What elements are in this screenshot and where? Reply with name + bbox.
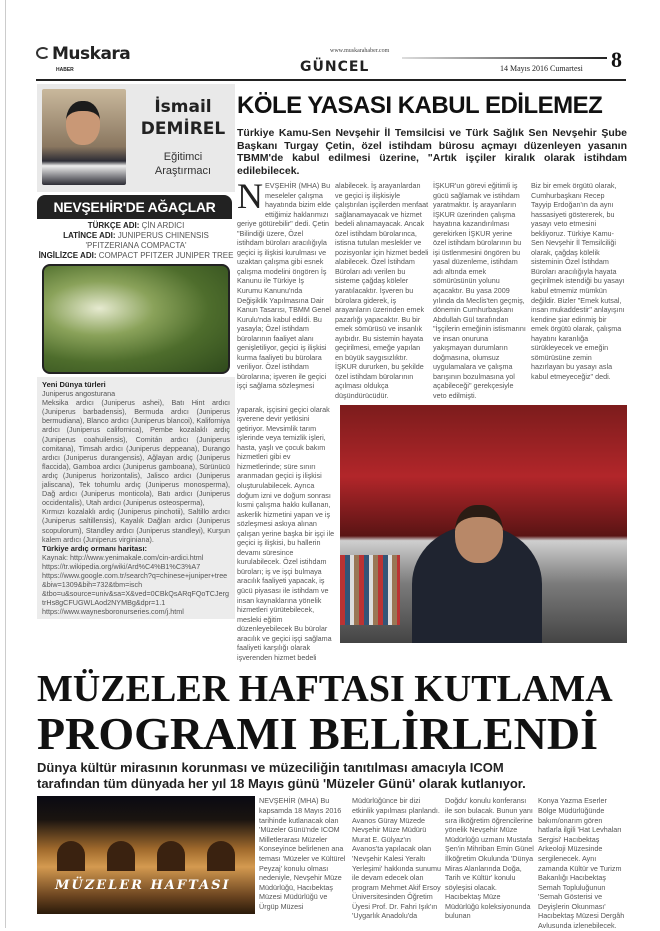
logo-text: Muskara xyxy=(52,44,131,64)
header-rule xyxy=(36,79,626,81)
columnist-column xyxy=(37,84,235,662)
author-photo xyxy=(42,89,126,185)
species-heading: Yeni Dünya türleri xyxy=(42,380,106,389)
source-links xyxy=(42,553,230,617)
muskara-logo xyxy=(36,46,136,76)
article-column-3: İŞKUR'un görevi eğitimli iş gücü sağlamak ve istihdam yaratmaktır. İş arayanların İŞKUR üzerinden çalışma hayatına kazandırılması gerekirken İŞKUR yerine özel istihdam bürolarının bu işi üstlenmesini öngören bu yasal düzenleme, istihdam adı altında emek sömürüsünün yolunu açacaktır. Bu yasa 2009 yılında da Meclis'ten geçmiş, dönemin Cumhurbaşkanı Abdullah Gül tarafından "İşçilerin emeğinin istismarını ve insan onuruna yakışmayan durumların doğmasına, olumsuz uygulamalara ve çalışma barışının bozulmasına yol açabileceği" gerekçesiyle veto edilmişti. xyxy=(433,181,526,401)
article-1 xyxy=(237,84,627,662)
column-title: NEVŞEHİR'DE AĞAÇLAR xyxy=(37,195,232,219)
museum-headline-line-2: PROGRAMI BELİRLENDİ xyxy=(37,708,599,760)
issue-date: 14 Mayıs 2016 Cumartesi xyxy=(500,64,583,73)
author-role-1: Eğitimci xyxy=(163,151,203,163)
info-label: İNGİLİZCE ADI: xyxy=(38,251,97,260)
turgay-cetin-photo xyxy=(340,405,627,643)
author-role xyxy=(135,150,231,178)
museum-body xyxy=(37,796,627,930)
author-first-name: İsmail xyxy=(154,97,212,117)
logo-swirl-icon xyxy=(36,47,50,59)
museum-subhead xyxy=(37,760,627,792)
article-subhead: Türkiye Kamu-Sen Nevşehir İl Temsilcisi ve Türk Sağlık Sen Nevşehir Şube Başkanı Turgay Çetin, özel istihdam bürosu açmayı düzenleyen yasanın TBMM'de kabul edilmesi üzerine, "Artık işçiler kiralık olarak istihdam edilebilecek. xyxy=(237,127,627,177)
species-first: Juniperus angosturana xyxy=(42,389,116,399)
species-list: Meksika ardıcı (Juniperus ashei), Batı Hint ardıcı (Juniperus barbadensis), Bermuda ardıcı (Juniperus bermudiana), Blanco ardıcı (Juniperus blancoi), Kaliforniya ardıcı (Juniperus californica), Pembe kozalaklı ardıç (Juniperus coahuilensis), Comitán ardıcı (Juniperus comitana), Timsah ardıcı (Juniperus deppeana), Durango ardıcı (Juniperus durangensis), Ağlayan ardıç (Juniperus flaccida), Gamboa ardıcı (Juniperus gamboana), Sürünücü ardıç (Juniperus horizontalis), Jalisco ardıcı (Juniperus jaliscana), Tek tohumlu ardıç (Juniperus monosperma), Dağ ardıcı (Juniperus monticola), Batı ardıcı (Juniperus occidentalis), Utah ardıcı (Juniperus osteosperma), xyxy=(42,398,230,508)
info-value: ÇİN ARDICI xyxy=(141,221,185,230)
page-body xyxy=(37,84,627,931)
info-label: LATİNCE ADI: xyxy=(63,231,116,240)
article-2 xyxy=(37,668,627,930)
source-link[interactable]: https://www.waynesboronurseries.com/j.html xyxy=(42,607,184,617)
page-number: 8 xyxy=(611,47,622,72)
article-headline: KÖLE YASASI KABUL EDİLEMEZ xyxy=(237,92,603,119)
species-text xyxy=(37,377,235,619)
website-url: www.muskarahaber.com xyxy=(330,48,390,54)
source-link[interactable]: Kaynak: http://www.yenimakale.com/cin-ardici.html xyxy=(42,552,204,562)
source-link[interactable]: https://www.google.com.tr/search?q=chinese+juniper+tree&biw=1309&bih=732&tbm=isch xyxy=(42,570,228,590)
museum-headline-line-1: MÜZELER HAFTASI KUTLAMA xyxy=(37,668,613,711)
page-edge xyxy=(5,0,6,928)
section-name: GÜNCEL xyxy=(300,59,370,75)
source-link[interactable]: &tbo=u&source=univ&sa=X&ved=0CBkQsARqFQoTCJergtrHs8gCFUGWLAod2NYMBg&dpr=1.1 xyxy=(42,589,229,608)
author-role-2: Araştırmacı xyxy=(154,165,212,177)
museum-photo xyxy=(37,796,255,914)
species-list-2: Kırmızı kozalaklı ardıç (Juniperus pinchotii), Saltillo ardıcı (Juniperus saltillensis), Kayalık Dağları ardıcı (Juniperus scopulorum), Standley ardıcı (Juniperus standleyi), Kurşun kalem ardıcı (Juniperus virginiana). xyxy=(42,507,230,544)
juniper-tree-photo xyxy=(42,264,230,374)
article-column-1-continued: yaparak, işçisini geçici olarak işverene devir yetkisini getiriyor. Mevsimlik tarım işlerinde veya temizlik işleri, hasta, yaşlı ve çocuk bakım hizmetleri gibi ev hizmetlerinde; süre sınırı aranmadan geçici iş ilişkisi oluşturulabilecek. Ayrıca doğum izni ve doğum sonrası kısmi çalışma hakkı kullanan, askerlik hizmetini yapan ve iş sözleşmesi askıya alınan çalışan yerine başka bir işçi ile geçici iş ilişkisi, bu hallerin devamı süresince kurulabilecek. Özel istihdam büroları; iş ve işçi bulmaya aracılık faaliyeti yapacak, iş gücü piyasası ile istihdam ve insan kaynaklarına yönelik hizmetleri yürütebilecek, mesleki eğitim düzenleyebilecek Bu bürolar aracılık ve geçici işçi sağlama faaliyeti karşılığı olarak işverenden hizmet bedeli xyxy=(237,404,335,662)
column-text: EVŞEHİR (MHA) Bu meseleler çalışma hayatında bizim elde ettiğimiz haklarımızı geriye götürebilir" dedi. Çetin "Bilindiği üzere, Özel istihdam büroları aracılığıyla geçici iş ilişkisi kurulması ve uzaktan çalışma gibi esnek çalışma modelini öngören İş Kanunu ile Türkiye İş Kurumu Kanunu'nda Değişiklik Yapılmasına Dair Kanun Tasarısı, TBMM Genel Kurulu'nda kabul edildi. Bu yasayla; Özel istihdam bürolarının faaliyet alanı genişletiliyor, geçici iş ilişkisi kurma faaliyeti bu bürolara veriliyor. Özel istihdam bürolarına; işveren ile geçici işçi sağlama sözleşmesi xyxy=(237,181,332,391)
header-line xyxy=(402,57,607,59)
info-value: COMPACT PFITZER JUNIPER TREE xyxy=(98,251,234,260)
article-column-2: alabilecek. İş arayanlardan ve geçici iş ilişkisiyle çalıştırılan işçilerden menfaat sağlanamayacak ve hizmet bedeli alınamayacak. Ancak özel istihdam bürolarınca, istisna tutulan meslekler ve pozisyonlar için hizmet bedeli alabilecek. Özel İstihdam Büroları adı verilen bu sisteme çağdaş köleler yaratılacaktır. İşveren bu bürolara giderek, iş arayanların üzerinden emek pazarlığı yapacaktır. Bu bir emek sömürüsü ve insanlık ayıbıdır. Bu sistemin hayata geçirilmesi, emeğe yapılan en büyük saygısızlıktır. İŞKUR dururken, bu şekilde özel istihdam bürolarının açılması oldukça düşündürücüdür. xyxy=(335,181,429,401)
museum-column-4: Konya Yazma Eserler Bölge Müdürlüğünde bakım/onarım gören hatlarla ilgili 'Hat Levhaları Sergisi' Hacıbektaş Arkeoloji Müzesinde sergilenecek. Aynı zamanda Kültür ve Turizm Bakanlığı Hacıbektaş Semah Topluluğunun 'Semah Gösterisi ve Deyişlerin Okunması' Hacıbektaş Müzesi Dergâh Avlusunda izlenebilecek. xyxy=(538,796,625,931)
article-column-4: Biz bir emek örgütü olarak, Cumhurbaşkanı Recep Tayyip Erdoğan'ın da aynı hassasiyeti göstererek, bu yasayı veto etmesini bekliyoruz. Türkiye Kamu-Sen Nevşehir İl Temsilciliği olarak, çağdaş kölelik sisteminin Özel İstihdam Büroları aracılığıyla hayata geçirilmek istendiği bu yasayı kabul etmemiz mümkün değildir. Bizler "Emek kutsal, insan mukaddestir" anlayışını kendine şiar edinmiş bir emek örgütü olarak, çalışma hayatını karanlığa sürükleyecek ve emeğin sömürüsüne zemin hazırlayan bu yasayı asla kabul etmeyeceğiz" dedi. xyxy=(531,181,625,381)
museum-column-3: Doğdu' konulu konferansı ile son bulacak. Bunun yanı sıra ilköğretim öğrencilerine yönelik Nevşehir Müze Müdürlüğü uzmanı Mustafa Şen'in Mihriban Emin Günel İlköğretim Okulunda 'Dünya Miras Alanlarında Doğa, Tarih ve Kültür' konulu söyleşisi olacak. Hacıbektaş Müze Müdürlüğü koleksiyonunda bulunan xyxy=(445,796,534,921)
museum-column-2: Müdürlüğünce bir dizi etkinlik yapılması planlandı. Avanos Güray Müzede Nevşehir Müze Müdürü Murat E. Gülyaz'ın Avanos'ta yapılacak olan 'Nevşehir Kalesi Yeraltı Yerleşimi' hakkında sunumu ile devam edecek olan program Mehmet Akif Ersoy Üniversitesinden Öğretim Üyesi Prof. Dr. Fahri Işık'ın 'Uygarlık Anadolu'da xyxy=(352,796,442,921)
info-value: JUNIPERUS CHINENSIS 'PFITZERIANA COMPACTA' xyxy=(85,231,209,250)
author-name xyxy=(135,96,231,140)
article-columns xyxy=(237,176,627,401)
article-column-1 xyxy=(237,176,332,401)
info-label: TÜRKÇE ADI: xyxy=(87,221,140,230)
subhead-line: tarafından tüm dünyada her yıl 18 Mayıs günü 'Müzeler Günü' olarak kutlanıyor. xyxy=(37,776,526,792)
museum-column-1: NEVŞEHİR (MHA) Bu kapsamda 18 Mayıs 2016 tarihinde kutlanacak olan 'Müzeler Günü'nde ICOM Milletlerarası Müzeler Konseyince belirlenen ana teması 'Müzeler ve Kültürel Peyzaj' konulu olması nedeniyle, Nevşehir Müze Müdürlüğü, Hacıbektaş Müzesi Müdürlüğü ve Ürgüp Müzesi xyxy=(259,796,346,911)
photo-caption: MÜZELER HAFTASI xyxy=(55,878,231,894)
article-lower xyxy=(237,405,627,663)
map-heading: Türkiye ardıç ormanı haritası: xyxy=(42,543,148,553)
subhead-line: Dünya kültür mirasının korunması ve müzeciliğin tanıtılması amacıyla ICOM xyxy=(37,760,504,776)
tree-info xyxy=(37,221,235,261)
source-link[interactable]: https://tr.wikipedia.org/wiki/Ard%C4%B1%C3%A7 xyxy=(42,561,201,571)
drop-cap: N xyxy=(237,176,263,216)
logo-subtext: HABER xyxy=(56,67,74,73)
columnist-box xyxy=(37,84,235,192)
top-section xyxy=(37,84,627,662)
author-last-name: DEMİREL xyxy=(140,119,226,139)
